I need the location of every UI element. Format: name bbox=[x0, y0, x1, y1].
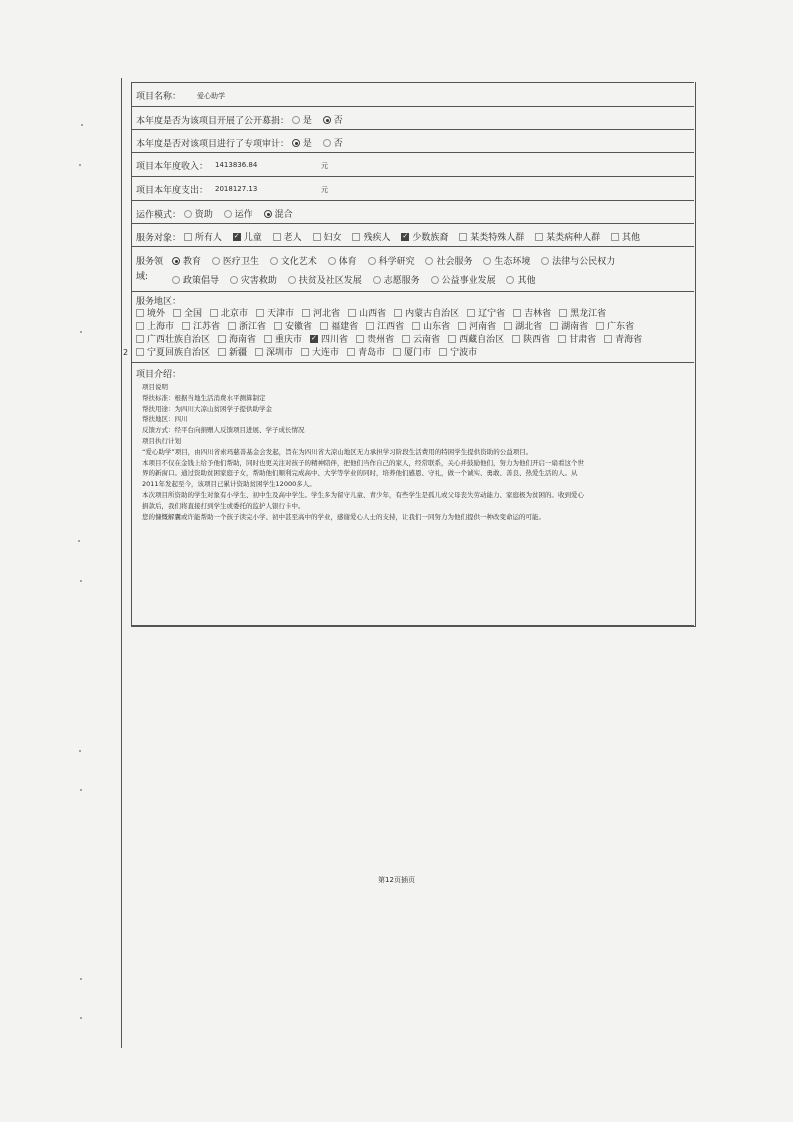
intro-line: 捐款后，我们将直接打到学生或委托的监护人银行卡中。 bbox=[142, 501, 305, 510]
checkbox-icon bbox=[504, 322, 512, 330]
radio-icon bbox=[212, 257, 220, 265]
intro-line: 帮扶地区：四川 bbox=[142, 415, 188, 424]
field-option[interactable]: 扶贫及社区发展 bbox=[288, 273, 362, 286]
checkbox-icon bbox=[535, 233, 543, 241]
intro-line: 项目说明 bbox=[142, 383, 168, 391]
radio-icon bbox=[506, 276, 514, 284]
intro-line: 您的慷慨解囊或许能帮助一个孩子读完小学、初中甚至高中的学业，感谢爱心人士的支持，让我们一同努力为他们提供一种改变命运的可能。 bbox=[142, 512, 545, 521]
region-option[interactable]: 浙江省 bbox=[228, 319, 266, 332]
radio-icon bbox=[368, 257, 376, 265]
region-option[interactable]: 湖南省 bbox=[550, 319, 588, 332]
row-service-objects bbox=[131, 223, 694, 246]
field-option[interactable]: 体育 bbox=[328, 254, 357, 267]
radio-icon bbox=[328, 257, 336, 265]
scan-speck bbox=[79, 750, 81, 752]
checkbox-icon bbox=[402, 335, 410, 343]
project-name-label: 项目名称： bbox=[136, 92, 182, 102]
checkbox-icon bbox=[301, 348, 309, 356]
region-row3 bbox=[136, 332, 650, 346]
checkbox-icon bbox=[459, 233, 467, 241]
income-label: 项目本年度收入： bbox=[136, 162, 209, 172]
mode-fund[interactable]: 资助 bbox=[184, 207, 213, 220]
region-row2 bbox=[136, 319, 642, 333]
checkbox-icon bbox=[467, 309, 475, 317]
radio-icon bbox=[323, 139, 331, 147]
checkbox-icon bbox=[273, 233, 281, 241]
public-fundraising-yes[interactable]: 是 bbox=[292, 113, 312, 126]
checkbox-icon bbox=[558, 335, 566, 343]
region-option[interactable]: 北京市 bbox=[210, 306, 248, 319]
region-option[interactable]: 青海省 bbox=[604, 332, 642, 345]
region-option[interactable]: 黑龙江省 bbox=[559, 306, 606, 319]
checkbox-icon bbox=[256, 309, 264, 317]
checkbox-icon bbox=[184, 233, 192, 241]
row-public-fundraising bbox=[131, 106, 694, 129]
region-option[interactable]: 宁夏回族自治区 bbox=[136, 345, 210, 358]
intro-line: 本项目不仅在金钱上给予他们帮助，同时也更关注对孩子的精神陪伴，把他们当作自己的家人，经常联系，关心并鼓励他们，努力为他们开启一扇看这个世 bbox=[142, 458, 584, 467]
mode-label: 运作模式： bbox=[136, 210, 182, 221]
region-option[interactable]: 厦门市 bbox=[393, 345, 431, 358]
checkbox-icon bbox=[136, 335, 144, 343]
field-options-row1 bbox=[172, 254, 623, 268]
region-option[interactable]: 境外 bbox=[136, 306, 165, 319]
object-option[interactable]: ✓ 少数族裔 bbox=[401, 230, 448, 243]
field-option[interactable]: 科学研究 bbox=[368, 254, 415, 267]
checkbox-icon bbox=[173, 309, 181, 317]
page-footer: 第12页插页 bbox=[378, 876, 415, 884]
region-option[interactable]: 重庆市 bbox=[264, 332, 302, 345]
checkbox-icon bbox=[596, 322, 604, 330]
mode-operate[interactable]: 运作 bbox=[224, 207, 253, 220]
region-option[interactable]: 山西省 bbox=[348, 306, 386, 319]
region-option[interactable]: 内蒙古自治区 bbox=[394, 306, 459, 319]
checkbox-icon bbox=[550, 322, 558, 330]
checkbox-icon bbox=[604, 335, 612, 343]
region-option[interactable]: 吉林省 bbox=[513, 306, 551, 319]
radio-icon bbox=[288, 276, 296, 284]
checkbox-icon bbox=[136, 322, 144, 330]
region-option[interactable]: 河南省 bbox=[458, 319, 496, 332]
checkbox-icon bbox=[513, 309, 521, 317]
field-option[interactable]: 志愿服务 bbox=[373, 273, 420, 286]
checkbox-icon bbox=[228, 322, 236, 330]
scan-speck bbox=[80, 1017, 82, 1019]
intro-line: 项目执行计划 bbox=[142, 436, 181, 445]
radio-selected-icon bbox=[264, 210, 272, 218]
mode-mixed[interactable]: 混合 bbox=[264, 207, 293, 220]
checkbox-checked-icon bbox=[401, 233, 409, 241]
region-option[interactable]: 大连市 bbox=[301, 345, 339, 358]
region-option[interactable]: 全国 bbox=[173, 306, 202, 319]
region-option[interactable]: 甘肃省 bbox=[558, 332, 596, 345]
region-option[interactable]: 山东省 bbox=[412, 319, 450, 332]
region-option[interactable]: 海南省 bbox=[218, 332, 256, 345]
object-option[interactable]: 某类病种人群 bbox=[535, 230, 600, 243]
row-income bbox=[131, 152, 694, 176]
intro-line: 帮扶标准：根据当地生活消费水平测算制定 bbox=[142, 393, 266, 402]
field-label-line2: 域: bbox=[136, 272, 149, 282]
checkbox-icon bbox=[218, 335, 226, 343]
field-option[interactable]: 生态环境 bbox=[483, 254, 530, 267]
row-operation-mode bbox=[131, 200, 694, 223]
row-expense bbox=[131, 176, 694, 200]
scan-speck bbox=[80, 978, 82, 980]
region-option[interactable]: 青岛市 bbox=[347, 345, 385, 358]
region-option[interactable]: 上海市 bbox=[136, 319, 174, 332]
region-option[interactable]: 宁波市 bbox=[439, 345, 477, 358]
checkbox-icon bbox=[302, 309, 310, 317]
radio-icon bbox=[425, 257, 433, 265]
radio-icon bbox=[483, 257, 491, 265]
scan-speck bbox=[80, 789, 82, 791]
intro-line: 本次项目所资助的学生对象有小学生、初中生及高中学生。学生多为留守儿童、青少年，有些学生是孤儿或父母丧失劳动能力、家庭极为贫困的。收到爱心 bbox=[142, 490, 584, 499]
project-name-value: 爱心助学 bbox=[197, 92, 225, 100]
object-option[interactable]: 老人 bbox=[273, 230, 302, 243]
radio-icon bbox=[230, 276, 238, 284]
intro-line: 帮扶用途：为四川大凉山贫困学子提供助学金 bbox=[142, 404, 272, 413]
radio-icon bbox=[184, 210, 192, 218]
checkbox-icon bbox=[347, 348, 355, 356]
region-option[interactable]: 云南省 bbox=[402, 332, 440, 345]
region-option[interactable]: 安徽省 bbox=[274, 319, 312, 332]
checkbox-checked-icon bbox=[310, 335, 318, 343]
radio-icon bbox=[373, 276, 381, 284]
row-project-name bbox=[131, 82, 694, 106]
public-fundraising-label: 本年度是否为该项目开展了公开募捐： bbox=[136, 116, 290, 127]
radio-icon bbox=[224, 210, 232, 218]
region-option[interactable]: 深圳市 bbox=[255, 345, 293, 358]
intro-line: “爱心助学”项目，由四川省索玛慈善基金会发起，旨在为四川省大凉山地区无力承担学习阶段生活费用的特困学生提供资助的公益项目。 bbox=[142, 447, 533, 456]
intro-text bbox=[142, 382, 687, 522]
field-option[interactable]: 其他 bbox=[506, 273, 535, 286]
scan-speck bbox=[78, 540, 80, 542]
checkbox-icon bbox=[356, 335, 364, 343]
checkbox-checked-icon bbox=[233, 233, 241, 241]
row-special-audit bbox=[131, 129, 694, 152]
expense-value: 2018127.13 bbox=[215, 185, 258, 193]
field-option[interactable]: 灾害救助 bbox=[230, 273, 277, 286]
field-option[interactable]: 政策倡导 bbox=[172, 273, 219, 286]
row-number: 2 bbox=[123, 348, 129, 357]
checkbox-icon bbox=[136, 348, 144, 356]
field-option[interactable]: 社会服务 bbox=[425, 254, 472, 267]
expense-unit: 元 bbox=[321, 186, 328, 194]
radio-icon bbox=[541, 257, 549, 265]
audit-yes[interactable]: 是 bbox=[292, 136, 312, 149]
checkbox-icon bbox=[210, 309, 218, 317]
region-option[interactable]: 广东省 bbox=[596, 319, 634, 332]
scan-speck bbox=[80, 580, 82, 582]
region-option[interactable]: 贵州省 bbox=[356, 332, 394, 345]
radio-icon bbox=[172, 276, 180, 284]
public-fundraising-no[interactable]: 否 bbox=[323, 113, 343, 126]
region-option[interactable]: 湖北省 bbox=[504, 319, 542, 332]
region-option[interactable]: 天津市 bbox=[256, 306, 294, 319]
intro-line: 界的新窗口。通过资助贫困家庭子女，帮助他们顺利完成高中、大学等学业的同时，培养他们感恩、守礼，做一个诚实、勇敢、善良、热爱生活的人。从 bbox=[142, 469, 578, 478]
object-option[interactable]: ✓ 儿童 bbox=[233, 230, 262, 243]
row-service-field bbox=[131, 246, 694, 291]
region-row4 bbox=[136, 345, 485, 359]
field-option[interactable]: 文化艺术 bbox=[270, 254, 317, 267]
object-option[interactable]: 所有人 bbox=[184, 230, 222, 243]
field-label-line1: 服务领 bbox=[136, 257, 164, 267]
objects-label: 服务对象： bbox=[136, 233, 182, 244]
checkbox-icon bbox=[255, 348, 263, 356]
scan-speck bbox=[80, 331, 82, 333]
audit-label: 本年度是否对该项目进行了专项审计： bbox=[136, 139, 290, 150]
radio-selected-icon bbox=[172, 257, 180, 265]
scan-speck bbox=[81, 124, 83, 126]
checkbox-icon bbox=[448, 335, 456, 343]
object-option[interactable]: 残疾人 bbox=[352, 230, 390, 243]
radio-selected-icon bbox=[323, 116, 331, 124]
object-option[interactable]: 其他 bbox=[611, 230, 640, 243]
intro-line: 反馈方式：经平台向捐赠人反馈项目进展、学子成长情况 bbox=[142, 426, 305, 435]
checkbox-icon bbox=[136, 309, 144, 317]
checkbox-icon bbox=[611, 233, 619, 241]
field-options-row2 bbox=[172, 273, 543, 287]
region-option[interactable]: 陕西省 bbox=[512, 332, 550, 345]
region-option[interactable]: 江苏省 bbox=[182, 319, 220, 332]
checkbox-icon bbox=[439, 348, 447, 356]
checkbox-icon bbox=[313, 233, 321, 241]
income-value: 1413836.84 bbox=[215, 161, 258, 169]
checkbox-icon bbox=[394, 309, 402, 317]
checkbox-icon bbox=[412, 322, 420, 330]
checkbox-icon bbox=[512, 335, 520, 343]
object-option[interactable]: 妇女 bbox=[313, 230, 342, 243]
checkbox-icon bbox=[274, 322, 282, 330]
audit-no[interactable]: 否 bbox=[323, 136, 343, 149]
region-option[interactable]: 福建省 bbox=[320, 319, 358, 332]
checkbox-icon bbox=[559, 309, 567, 317]
field-option[interactable]: 医疗卫生 bbox=[212, 254, 259, 267]
checkbox-icon bbox=[366, 322, 374, 330]
region-option[interactable]: 新疆 bbox=[218, 345, 247, 358]
checkbox-icon bbox=[352, 233, 360, 241]
object-option[interactable]: 某类特殊人群 bbox=[459, 230, 524, 243]
field-option[interactable]: 公益事业发展 bbox=[431, 273, 496, 286]
field-option[interactable]: 法律与公民权力 bbox=[541, 254, 615, 267]
checkbox-icon bbox=[348, 309, 356, 317]
checkbox-icon bbox=[264, 335, 272, 343]
checkbox-icon bbox=[218, 348, 226, 356]
region-option[interactable]: 广西壮族自治区 bbox=[136, 332, 210, 345]
radio-selected-icon bbox=[292, 139, 300, 147]
intro-line: 2011年发起至今，该项目已累计资助贫困学生12000多人。 bbox=[142, 480, 316, 489]
checkbox-icon bbox=[458, 322, 466, 330]
region-label: 服务地区： bbox=[136, 297, 182, 307]
region-option[interactable]: 江西省 bbox=[366, 319, 404, 332]
row-project-intro bbox=[131, 362, 694, 626]
region-option[interactable]: 西藏自治区 bbox=[448, 332, 504, 345]
checkbox-icon bbox=[320, 322, 328, 330]
field-option[interactable]: 教育 bbox=[172, 254, 201, 267]
row-service-region bbox=[131, 291, 694, 362]
checkbox-icon bbox=[393, 348, 401, 356]
scan-speck bbox=[79, 164, 81, 166]
region-option[interactable]: 河北省 bbox=[302, 306, 340, 319]
checkbox-icon bbox=[182, 322, 190, 330]
intro-label: 项目介绍： bbox=[136, 370, 182, 380]
radio-icon bbox=[431, 276, 439, 284]
radio-icon bbox=[292, 116, 300, 124]
region-option[interactable]: ✓ 四川省 bbox=[310, 332, 348, 345]
region-option[interactable]: 辽宁省 bbox=[467, 306, 505, 319]
income-unit: 元 bbox=[321, 162, 328, 170]
radio-icon bbox=[270, 257, 278, 265]
expense-label: 项目本年度支出： bbox=[136, 186, 209, 196]
region-row1 bbox=[136, 306, 614, 320]
